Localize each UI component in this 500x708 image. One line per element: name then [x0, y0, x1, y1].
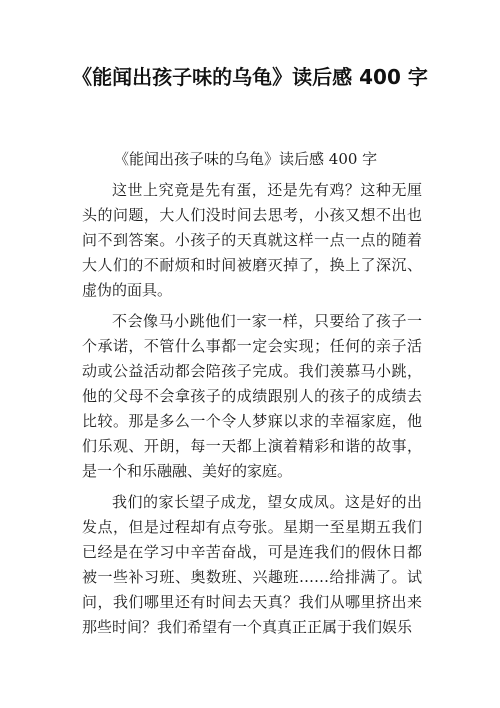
document-subtitle: 《能闻出孩子味的乌龟》读后感 400 字 — [114, 150, 378, 168]
paragraph-1: 这世上究竟是先有蛋，还是先有鸡？这种无厘头的问题，大人们没时间去思考，小孩又想不出也问不到答案。小孩子的天真就这样一点一点的随着大人们的不耐烦和时间被磨灭掉了，换上了深沉、虚伪的面具。 — [82, 181, 422, 299]
document-body — [82, 147, 422, 640]
document-title: 《能闻出孩子味的乌龟》读后感 400 字 — [72, 65, 428, 89]
paragraph-3: 我们的家长望子成龙，望女成凤。这是好的出发点，但是过程却有点夸张。星期一至星期五我们已经是在学习中辛苦奋战，可是连我们的假休日都被一些补习班、奥数班、兴趣班……给排满了。试问，我们哪里还有时间去天真？我们从哪里挤出来那些时间？我们希望有一个真真正正属于我们娱乐 — [82, 493, 422, 636]
paragraph-2: 不会像马小跳他们一家一样，只要给了孩子一个承诺，不管什么事都一定会实现；任何的亲子活动或公益活动都会陪孩子完成。我们羡慕马小跳，他的父母不会拿孩子的成绩跟别人的孩子的成绩去比较。那是多么一个令人梦寐以求的幸福家庭，他们乐观、开朗，每一天都上演着精彩和谐的故事，是一个和乐融融、美好的家庭。 — [82, 312, 422, 480]
